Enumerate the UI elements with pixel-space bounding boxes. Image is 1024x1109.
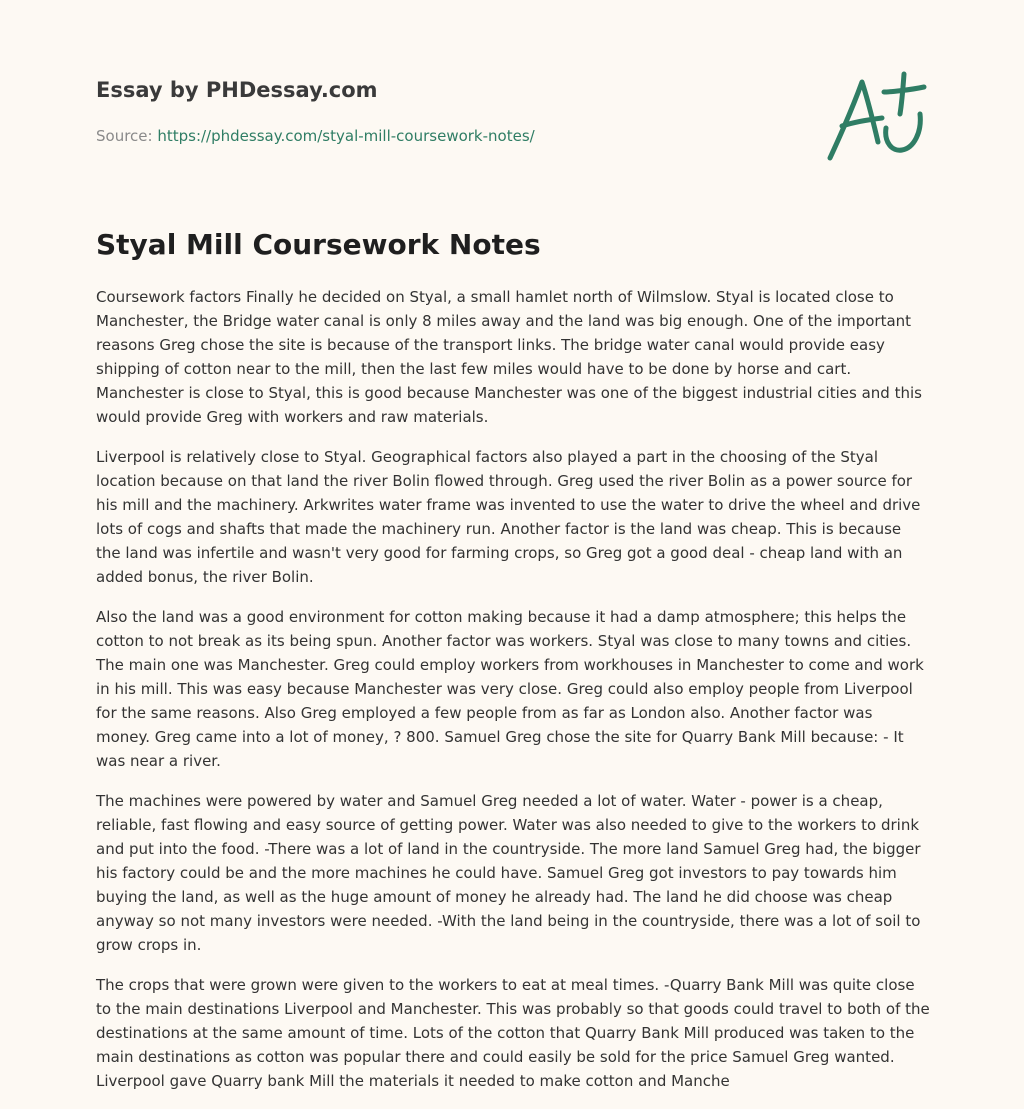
essay-paragraph: The machines were powered by water and Samuel Greg needed a lot of water. Water - power is a cheap, reliable, fast flowing and easy source of getting power. Water was also needed to give to the workers to drink and put into the food. -There was a lot of land in the countryside. The more land Samuel Greg had, the bigger his factory could be and the more machines he could have. Samuel Greg got investors to pay towards him buying the land, as well as the huge amount of money he already had. The land he did choose was cheap anyway so not many investors were needed. -With the land being in the countryside, there was a lot of soil to grow crops in. — [96, 792, 921, 954]
essay-title: Styal Mill Coursework Notes — [96, 228, 541, 261]
source-line — [96, 126, 796, 146]
essay-paragraph: Coursework factors Finally he decided on Styal, a small hamlet north of Wilmslow. Styal is located close to Manchester, the Bridge water canal is only 8 miles away and the land was big enough. One of the important reasons Greg chose the site is because of the transport links. The bridge water canal would provide easy shipping of cotton near to the mill, then the last few miles would have to be done by horse and cart. Manchester is close to Styal, this is good because Manchester was one of the biggest industrial cities and this would provide Greg with workers and raw materials. — [96, 288, 922, 426]
site-title: Essay by PHDessay.com — [96, 78, 378, 102]
essay-body — [96, 285, 930, 1109]
essay-paragraph: Liverpool is relatively close to Styal. Geographical factors also played a part in the choosing of the Styal location because on that land the river Bolin flowed through. Greg used the river Bolin as a power source for his mill and the machinery. Arkwrites water frame was invented to use the water to drive the wheel and drive lots of cogs and shafts that made the machinery run. Another factor is the land was cheap. This is because the land was infertile and wasn't very good for farming crops, so Greg got a good deal - cheap land with an added bonus, the river Bolin. — [96, 448, 921, 586]
page-header — [96, 76, 796, 146]
essay-paragraph: Also the land was a good environment for cotton making because it had a damp atmosphere; this helps the cotton to not break as its being spun. Another factor was workers. Styal was close to many towns and cities. The main one was Manchester. Greg could employ workers from workhouses in Manchester to come and work in his mill. This was easy because Manchester was very close. Greg could also employ people from Liverpool for the same reasons. Also Greg employed a few people from as far as London also. Another factor was money. Greg came into a lot of money, ? 800. Samuel Greg chose the site for Quarry Bank Mill because: - It was near a river. — [96, 608, 924, 770]
essay-paragraph: The crops that were grown were given to the workers to eat at meal times. -Quarry Bank Mill was quite close to the main destinations Liverpool and Manchester. This was probably so that goods could travel to both of the destinations at the same amount of time. Lots of the cotton that Quarry Bank Mill produced was taken to the main destinations as cotton was popular there and could easily be sold for the price Samuel Greg wanted. Liverpool gave Quarry bank Mill the materials it needed to make cotton and Manche — [96, 976, 930, 1090]
source-link[interactable]: https://phdessay.com/styal-mill-coursework-notes/ — [157, 127, 535, 145]
source-label: Source: — [96, 127, 158, 145]
a-plus-logo-icon — [824, 70, 928, 164]
